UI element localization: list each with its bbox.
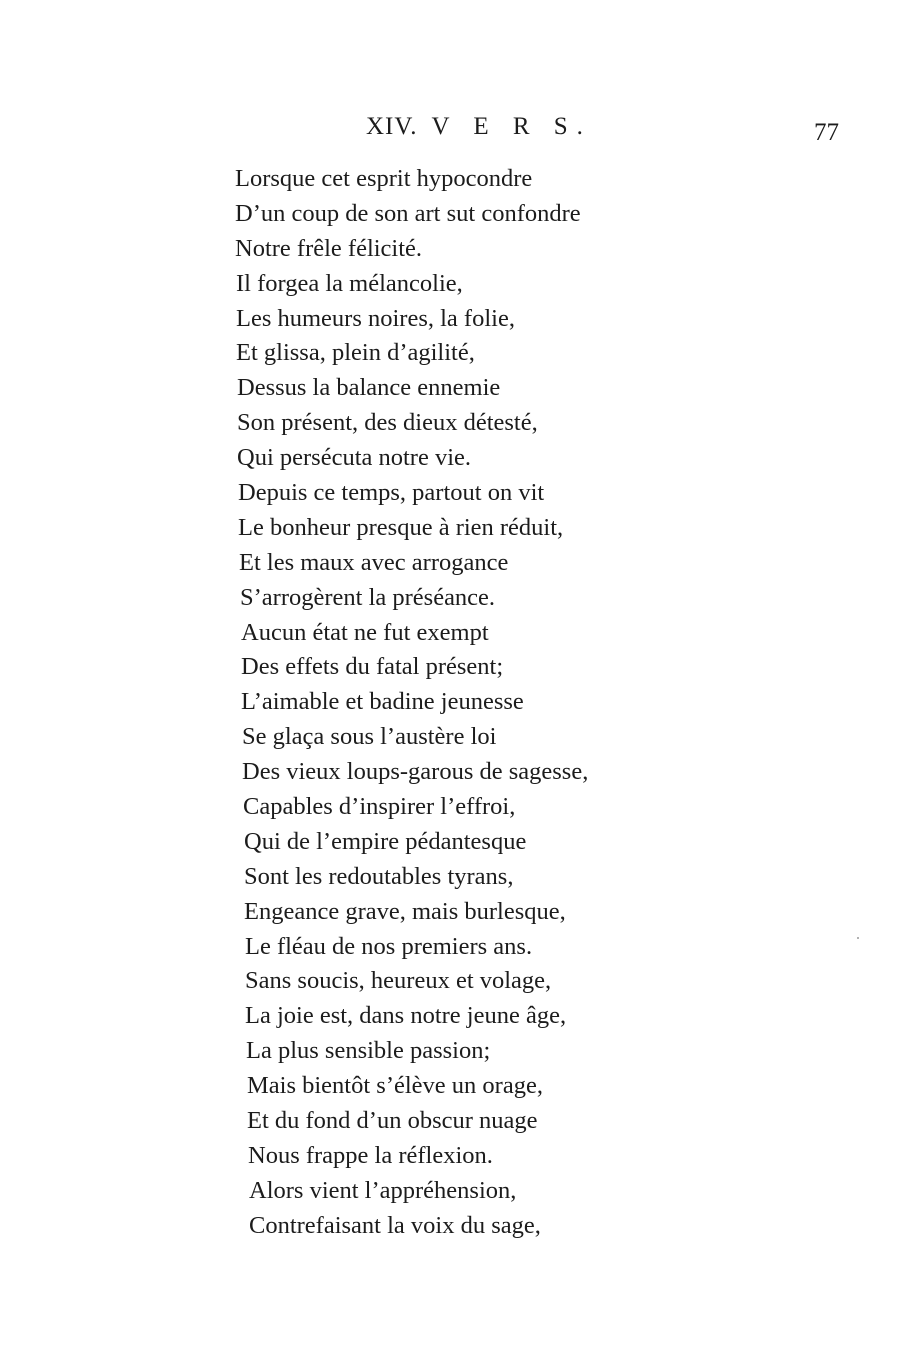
verse-line: D’un coup de son art sut confondre xyxy=(235,199,581,227)
verse-line: Dessus la balance ennemie xyxy=(237,374,501,402)
running-head xyxy=(0,113,900,153)
verse-line: Et glissa, plein d’agilité, xyxy=(236,339,475,367)
paper-speck xyxy=(857,937,859,939)
verse-line: Mais bientôt s’élève un orage, xyxy=(247,1072,543,1100)
verse-line: Capables d’inspirer l’effroi, xyxy=(243,793,516,821)
verse-line: Engeance grave, mais burlesque, xyxy=(244,897,566,925)
poem-text xyxy=(0,162,900,1244)
verse-line: Alors vient l’appréhension, xyxy=(249,1176,517,1204)
verse-line: Depuis ce temps, partout on vit xyxy=(238,479,545,507)
verse-line: Des effets du fatal présent; xyxy=(241,653,504,681)
section-number: XIV. xyxy=(366,113,418,140)
verse-line: Se glaça sous l’austère loi xyxy=(242,723,497,751)
verse-line: Et du fond d’un obscur nuage xyxy=(247,1107,538,1135)
page-number: 77 xyxy=(814,119,839,146)
verse-line: Sans soucis, heureux et volage, xyxy=(245,967,552,995)
section-title: V E R S. xyxy=(431,113,592,140)
verse-line: Le bonheur presque à rien réduit, xyxy=(238,513,564,541)
verse-line: Son présent, des dieux détesté, xyxy=(237,409,538,437)
verse-line: Des vieux loups-garous de sagesse, xyxy=(242,758,589,786)
verse-line: Lorsque cet esprit hypocondre xyxy=(235,165,533,192)
verse-line: Nous frappe la réflexion. xyxy=(248,1141,493,1169)
verse-line: Notre frêle félicité. xyxy=(235,234,423,262)
verse-line: L’aimable et badine jeunesse xyxy=(241,688,524,716)
verse-line: La plus sensible passion; xyxy=(246,1037,491,1065)
verse-line: Contrefaisant la voix du sage, xyxy=(249,1211,541,1239)
verse-line: Qui persécuta notre vie. xyxy=(237,444,472,472)
verse-line: Il forgea la mélancolie, xyxy=(236,269,463,297)
verse-line: Sont les redoutables tyrans, xyxy=(244,862,514,890)
verse-line: Et les maux avec arrogance xyxy=(239,548,509,576)
verse-line: S’arrogèrent la préséance. xyxy=(240,583,496,611)
verse-line: Aucun état ne fut exempt xyxy=(241,618,489,646)
verse-line: Qui de l’empire pédantesque xyxy=(244,827,527,855)
verse-line: Le fléau de nos premiers ans. xyxy=(245,932,533,960)
running-title xyxy=(366,113,592,141)
verse-line: Les humeurs noires, la folie, xyxy=(236,304,515,332)
verse-line: La joie est, dans notre jeune âge, xyxy=(245,1002,567,1030)
